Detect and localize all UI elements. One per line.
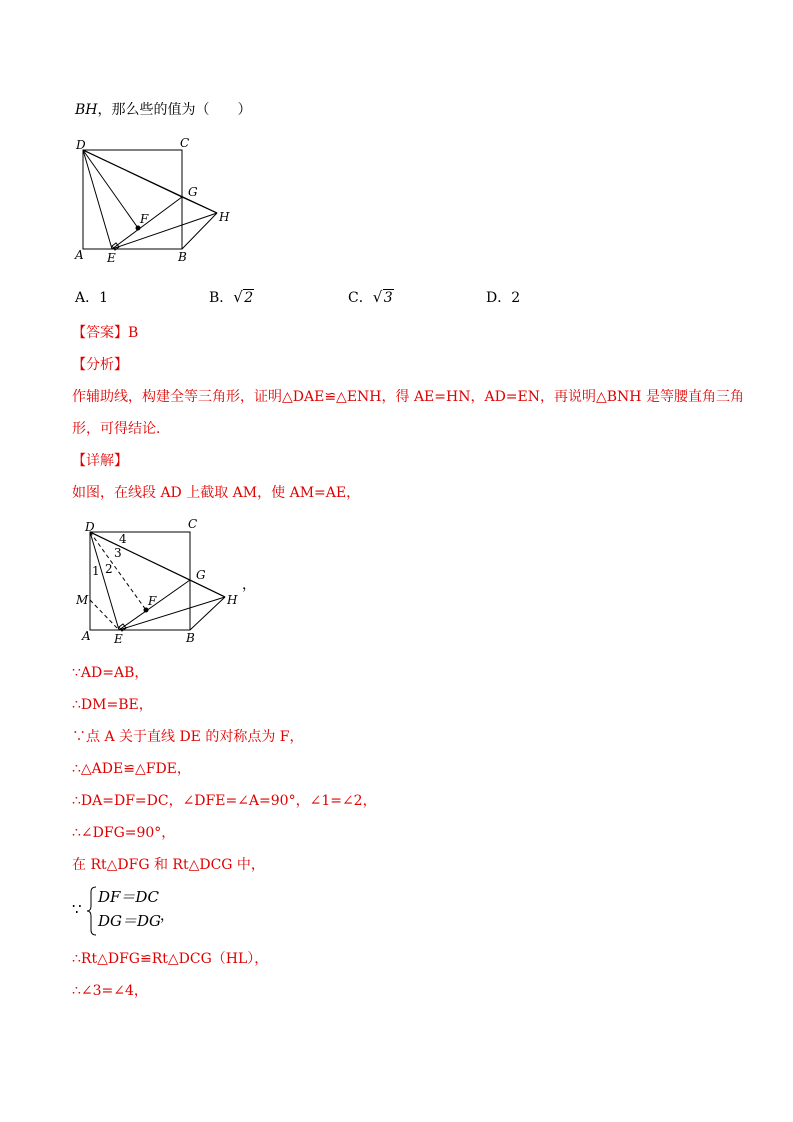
option-a-letter: A． — [75, 290, 100, 306]
segment-de — [83, 150, 112, 249]
segment-gh-2 — [190, 580, 225, 597]
answer-label: 【答案】 — [72, 325, 128, 341]
option-d-letter: D． — [486, 290, 512, 306]
left-brace — [86, 886, 98, 936]
step-8: ∴Rt△DFG≌Rt△DCG（HL）， — [72, 951, 269, 967]
label-g: G — [188, 185, 198, 199]
option-a[interactable] — [75, 287, 108, 307]
step-4: ∴△ADE≌△FDE， — [72, 761, 191, 777]
step-1: ∵AD=AB， — [72, 665, 149, 681]
angle-label-3: 3 — [114, 546, 122, 560]
point-f-2 — [144, 608, 149, 613]
option-b-letter: B． — [209, 290, 234, 306]
label-h: H — [219, 210, 230, 224]
option-d-value: 2 — [511, 290, 521, 306]
system-tail: ， — [160, 908, 174, 924]
segment-eh-2 — [119, 597, 225, 630]
detail-intro: 如图，在线段 AD 上截取 AM，使 AM=AE， — [72, 485, 361, 501]
label-b-2: B — [186, 631, 195, 645]
label-d: D — [76, 138, 86, 152]
segment-gh — [182, 197, 217, 213]
label-c-2: C — [188, 517, 198, 531]
point-f — [136, 226, 141, 231]
analysis-text-1: 作辅助线，构建全等三角形，证明△DAE≌△ENH，得 AE=HN，AD=EN，再说明△BNH 是等腰直角三角 — [72, 389, 744, 405]
label-c: C — [180, 136, 190, 150]
question-variable: BH — [75, 102, 98, 118]
question-line — [75, 101, 252, 119]
option-b-value: 2 — [244, 290, 254, 306]
angle-label-4: 4 — [119, 532, 127, 546]
question-text: ，那么些的值为（ ） — [97, 102, 252, 118]
option-b-radical: √ 2 — [233, 288, 254, 306]
label-d-2: D — [85, 520, 95, 534]
option-c-value: 3 — [383, 290, 393, 306]
answer-value: B — [128, 325, 139, 341]
option-c-letter: C． — [348, 290, 373, 306]
figure-2 — [75, 515, 250, 650]
step-2: ∴DM=BE， — [72, 697, 153, 713]
step-3: ∵点 A 关于直线 DE 的对称点为 F， — [72, 729, 304, 745]
option-d[interactable] — [486, 287, 520, 307]
step-5: ∴DA=DF=DC，∠DFE=∠A=90°，∠1=∠2， — [72, 793, 377, 809]
option-a-value: 1 — [99, 290, 109, 306]
answer-line — [72, 324, 138, 342]
label-a: A — [75, 248, 84, 262]
system-eq-1: DF＝DC — [98, 888, 159, 906]
segment-df — [83, 150, 138, 228]
angle-label-2: 2 — [105, 562, 113, 576]
label-g-2: G — [196, 568, 206, 582]
analysis-label: 【分析】 — [72, 357, 128, 373]
segment-bh — [182, 213, 217, 249]
label-e: E — [107, 251, 116, 265]
angle-label-1: 1 — [92, 564, 100, 578]
option-c[interactable] — [348, 287, 394, 307]
label-a-2: A — [82, 629, 91, 643]
detail-label: 【详解】 — [72, 453, 128, 469]
step-6: ∴∠DFG=90°， — [72, 825, 176, 841]
figure-2-comma: ， — [242, 577, 256, 593]
option-b[interactable] — [209, 287, 254, 307]
system-eq-2: DG＝DG — [98, 912, 162, 930]
analysis-text-2: 形，可得结论． — [72, 421, 170, 437]
step-7: 在 Rt△DFG 和 Rt△DCG 中， — [72, 857, 265, 873]
label-h-2: H — [227, 593, 238, 607]
figure-1 — [70, 135, 240, 270]
label-m-2: M — [76, 593, 89, 607]
label-f-2: F — [148, 594, 157, 608]
label-b: B — [178, 250, 187, 264]
step-9: ∴∠3=∠4， — [72, 983, 148, 999]
label-e-2: E — [114, 632, 123, 646]
segment-eh — [112, 213, 217, 249]
label-f: F — [140, 212, 149, 226]
option-c-radical: √ 3 — [372, 288, 393, 306]
system-therefore: ∵ — [72, 900, 82, 918]
